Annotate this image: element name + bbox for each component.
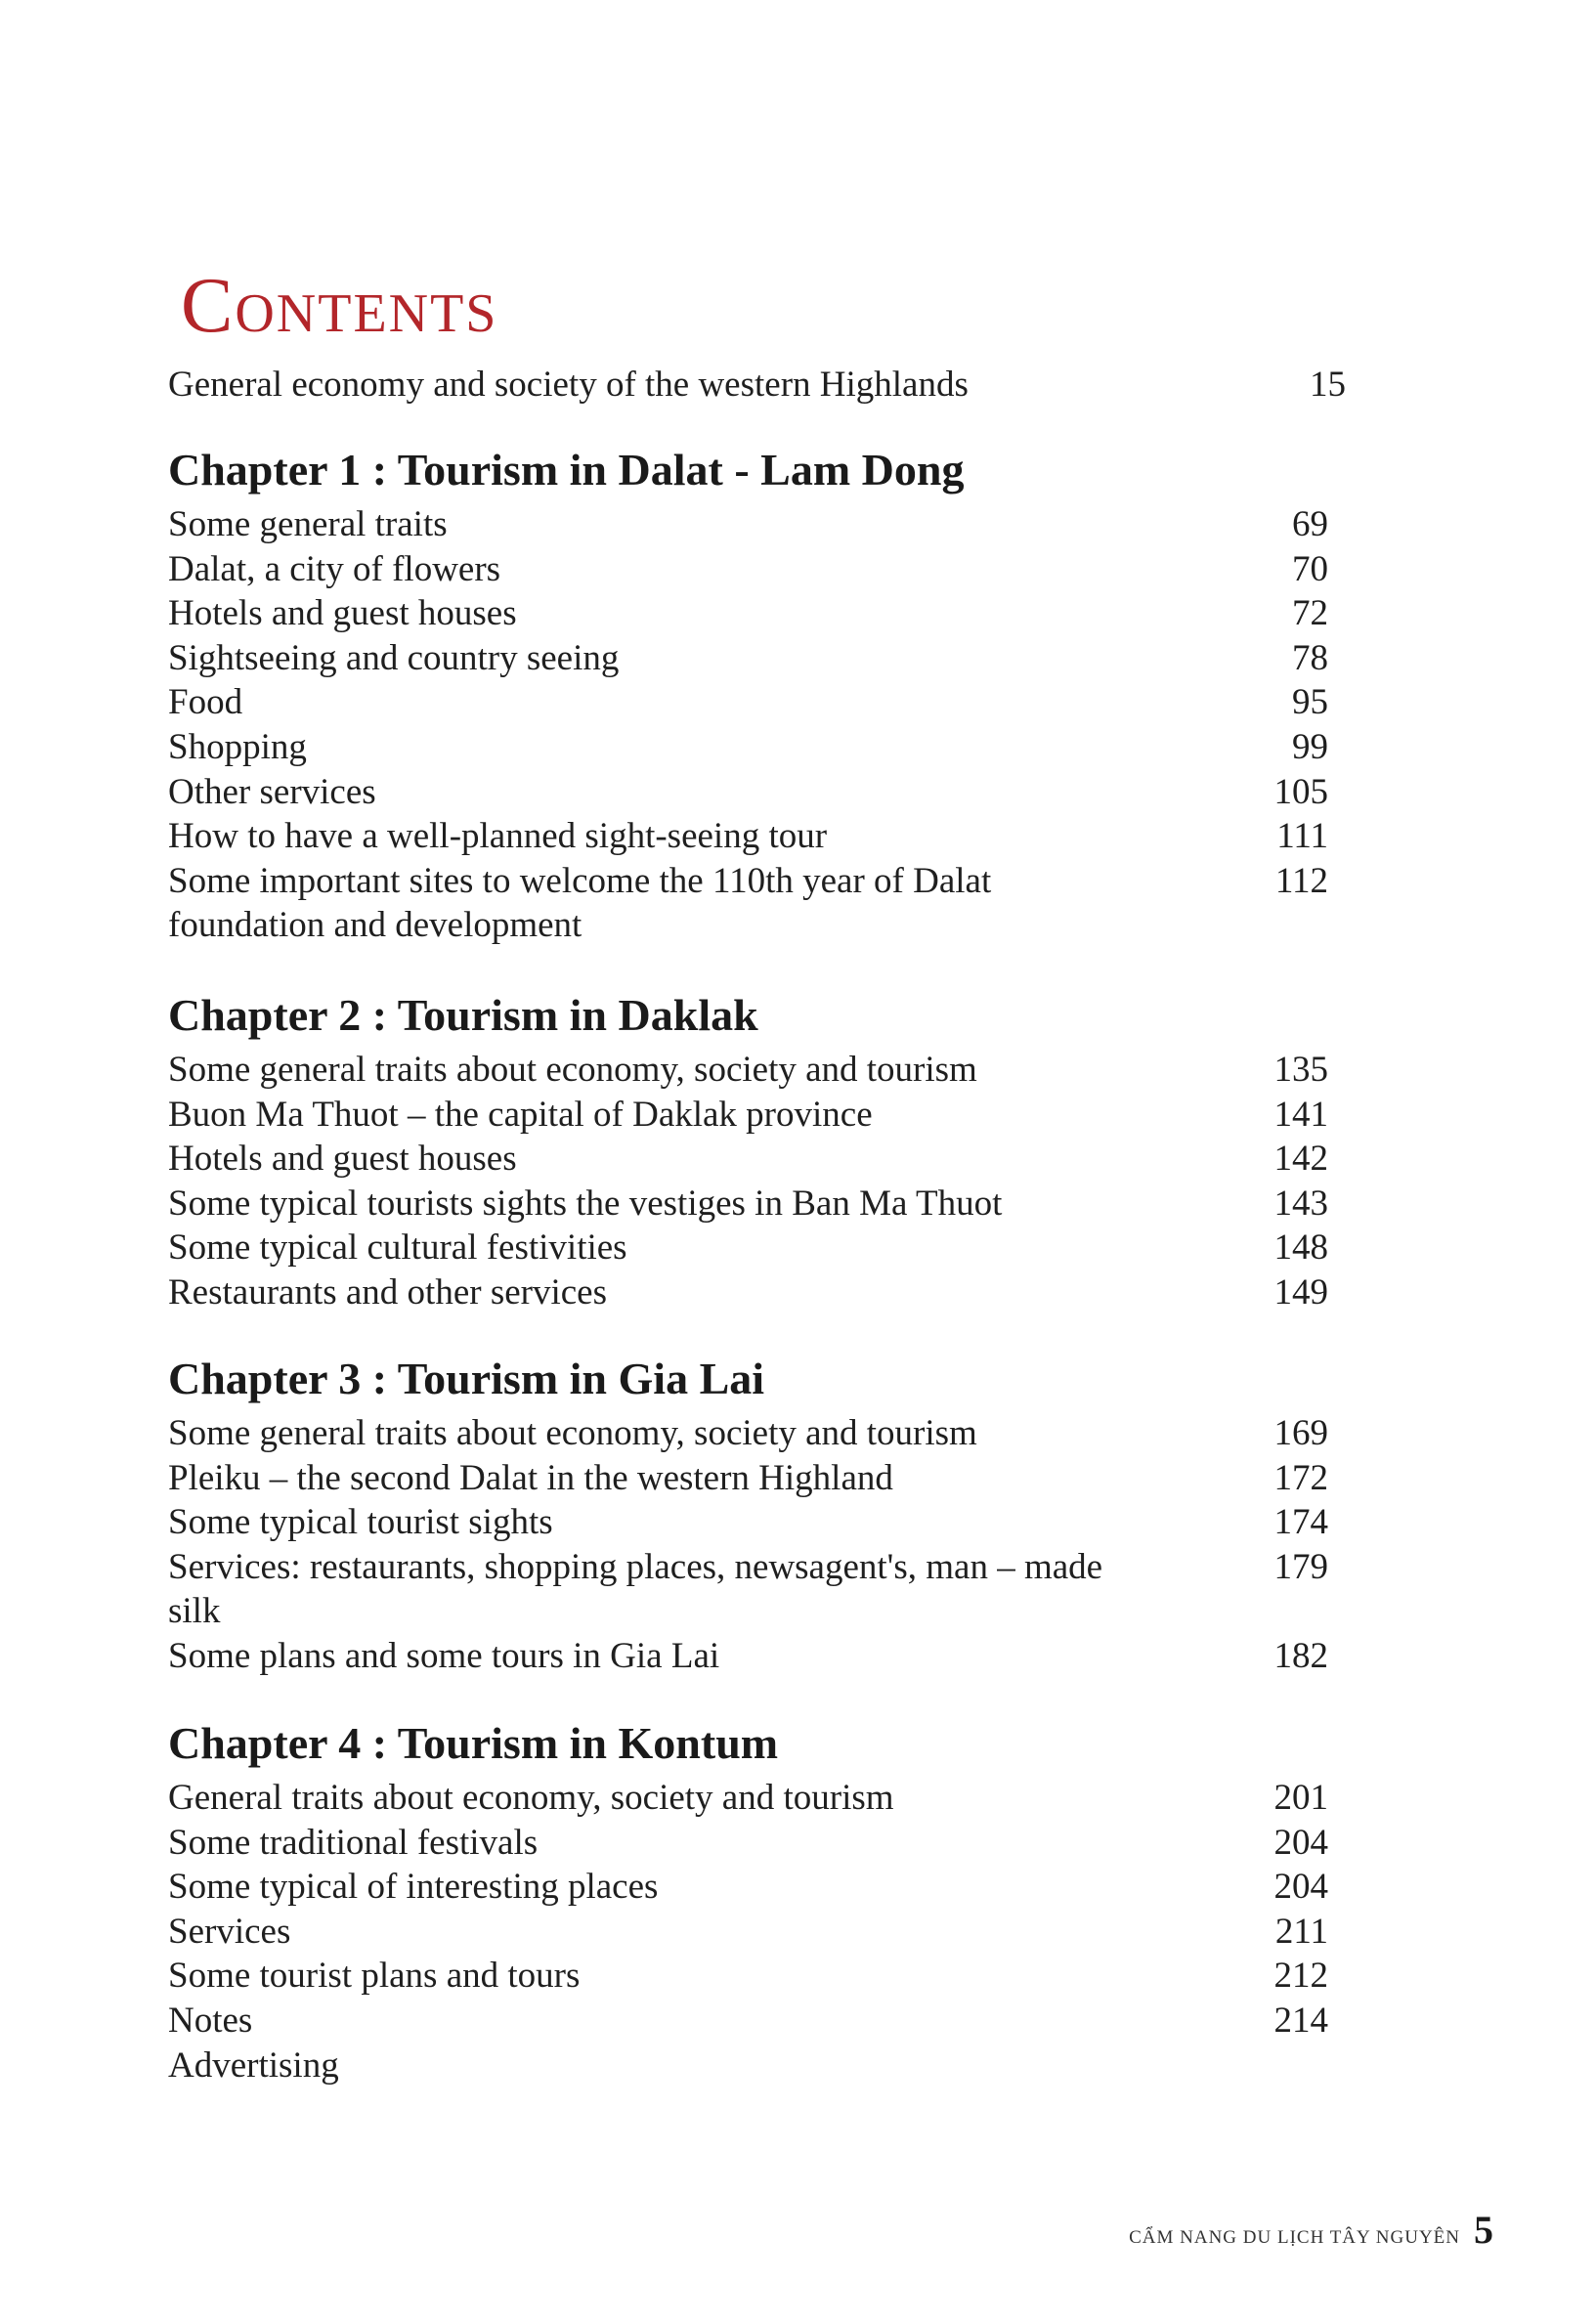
toc-entry[interactable] [168, 502, 1328, 547]
toc-entry-label: Some typical of interesting places [168, 1867, 659, 1908]
toc-entry-label: Hotels and guest houses [168, 1139, 517, 1180]
toc-entry-page: 111 [1276, 816, 1328, 857]
toc-entry-label: Buon Ma Thuot – the capital of Daklak province [168, 1094, 873, 1135]
toc-entry[interactable] [168, 1954, 1328, 1999]
running-title: CẨM NANG DU LỊCH TÂY NGUYÊN [1129, 2227, 1460, 2248]
toc-entry-page: 179 [1273, 1546, 1328, 1587]
toc-entry[interactable] [168, 1182, 1328, 1227]
toc-entry-page: 15 [1310, 365, 1346, 405]
toc-entry-label: Some typical tourist sights [168, 1502, 553, 1543]
toc-entry-page: 143 [1273, 1183, 1328, 1224]
toc-entry-page: 174 [1273, 1502, 1328, 1543]
chapter-1-section [168, 442, 1328, 948]
toc-entry[interactable] [168, 1048, 1328, 1093]
toc-entry-label: Other services [168, 771, 376, 812]
toc-entry-page: 141 [1273, 1094, 1328, 1135]
toc-entry[interactable] [168, 1093, 1328, 1138]
toc-entry-label: How to have a well-planned sight-seeing tour [168, 816, 828, 857]
toc-entry-page: 95 [1292, 682, 1328, 723]
toc-entry-page: 69 [1292, 504, 1328, 544]
page-footer [1129, 2207, 1493, 2256]
toc-entry[interactable] [168, 1634, 1328, 1679]
toc-entry-label: Some traditional festivals [168, 1822, 539, 1863]
chapter-heading[interactable]: Chapter 2 : Tourism in Daklak [168, 990, 758, 1040]
toc-entry-page: 105 [1273, 771, 1328, 812]
toc-entry-label: Some important sites to welcome the 110th year of Dalat foundation and development [168, 860, 992, 946]
toc-entry-label: Some general traits about economy, society and tourism [168, 1050, 977, 1090]
toc-entry[interactable] [168, 1545, 1328, 1634]
toc-entry-page: 78 [1292, 637, 1328, 678]
toc-entry[interactable] [168, 1456, 1328, 1501]
toc-entry-page: 214 [1273, 2000, 1328, 2041]
chapter-heading[interactable]: Chapter 1 : Tourism in Dalat - Lam Dong [168, 445, 965, 495]
toc-entry[interactable] [168, 1226, 1328, 1270]
toc-entry[interactable] [168, 1999, 1328, 2044]
toc-entry-label: Shopping [168, 726, 307, 767]
toc-entry[interactable] [168, 591, 1328, 636]
toc-entry[interactable] [168, 680, 1328, 725]
toc-entry[interactable] [168, 1910, 1328, 1955]
toc-entry-page: 169 [1273, 1413, 1328, 1453]
toc-entry-label: Some tourist plans and tours [168, 1956, 581, 1997]
chapter-4-section [168, 1715, 1328, 2087]
toc-entry-page: 182 [1273, 1635, 1328, 1676]
toc-entry[interactable] [168, 636, 1328, 681]
toc-entry[interactable] [168, 1411, 1328, 1456]
toc-entry-label: General traits about economy, society and tourism [168, 1778, 894, 1818]
toc-entry[interactable] [168, 814, 1328, 859]
toc-entry-page: 148 [1273, 1227, 1328, 1269]
toc-entry-label: Restaurants and other services [168, 1271, 607, 1313]
toc-entry-page: 99 [1292, 726, 1328, 767]
toc-entry[interactable] [168, 547, 1328, 592]
toc-entry-page: 72 [1292, 593, 1328, 634]
toc-entry[interactable] [168, 725, 1328, 770]
toc-entry[interactable] [168, 1821, 1328, 1866]
toc-entry-page: 212 [1273, 1956, 1328, 1997]
chapter-heading[interactable]: Chapter 4 : Tourism in Kontum [168, 1718, 779, 1768]
toc-entry-label: Sightseeing and country seeing [168, 637, 620, 678]
toc-entry-page: 172 [1273, 1457, 1328, 1498]
toc-entry-page: 201 [1273, 1778, 1328, 1818]
toc-entry-label: Dalat, a city of flowers [168, 548, 501, 589]
toc-entry-page: 204 [1273, 1867, 1328, 1908]
toc-entry-label: Services: restaurants, shopping places, newsagent's, man – made silk [168, 1546, 1103, 1632]
chapter-heading[interactable]: Chapter 3 : Tourism in Gia Lai [168, 1354, 765, 1403]
toc-entry-page: 70 [1292, 548, 1328, 589]
page-number: 5 [1474, 2208, 1493, 2252]
toc-entry-label: Some general traits [168, 504, 448, 544]
toc-entry-page: 142 [1273, 1139, 1328, 1180]
toc-entry-label: Some plans and some tours in Gia Lai [168, 1635, 720, 1676]
toc-entry-label: Some general traits about economy, society and tourism [168, 1413, 977, 1453]
toc-entry-page: 204 [1273, 1822, 1328, 1863]
toc-entry-label: Notes [168, 2000, 253, 2041]
page-title: Contents [181, 263, 498, 349]
toc-entry[interactable] [168, 1776, 1328, 1821]
toc-entry-page: 112 [1274, 860, 1328, 901]
toc-entry-label: Services [168, 1911, 291, 1952]
toc-entry-page: 135 [1273, 1050, 1328, 1090]
toc-entry-label: Some typical cultural festivities [168, 1227, 627, 1269]
toc-entry-label: Pleiku – the second Dalat in the western Highland [168, 1457, 893, 1498]
toc-entry[interactable] [168, 2044, 1328, 2088]
toc-entry[interactable] [168, 1270, 1328, 1315]
toc-entry-label: Food [168, 682, 243, 723]
toc-entry-label: Hotels and guest houses [168, 593, 517, 634]
toc-entry-page: 211 [1274, 1911, 1328, 1952]
chapter-2-section [168, 987, 1328, 1315]
toc-entry-label: Some typical tourists sights the vestiges in Ban Ma Thuot [168, 1183, 1003, 1224]
toc-entry-page: 149 [1273, 1271, 1328, 1313]
toc-entry-intro[interactable] [168, 362, 1346, 409]
toc-entry[interactable] [168, 859, 1328, 948]
toc-entry-label: General economy and society of the western Highlands [168, 365, 969, 405]
toc-entry[interactable] [168, 1865, 1328, 1910]
toc-entry[interactable] [168, 1137, 1328, 1182]
toc-entry-label: Advertising [168, 2044, 339, 2086]
toc-entry[interactable] [168, 1500, 1328, 1545]
chapter-3-section [168, 1351, 1328, 1679]
toc-entry[interactable] [168, 770, 1328, 815]
